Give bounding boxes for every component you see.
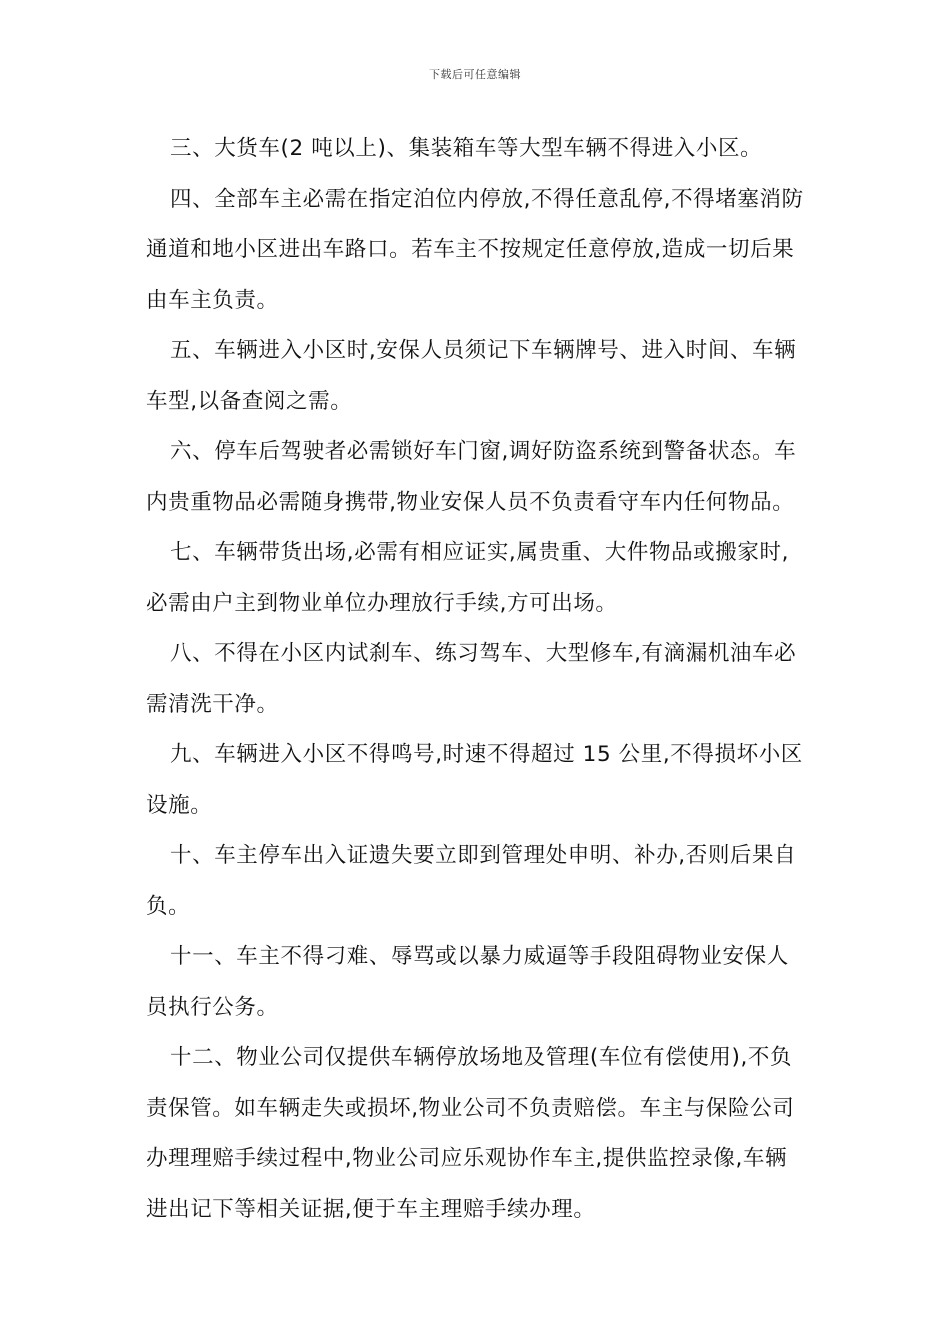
paragraph-line: 责保管。如车辆走失或损坏,物业公司不负责赔偿。车主与保险公司	[146, 1095, 795, 1121]
paragraph-line: 十一、车主不得刁难、辱骂或以暴力威逼等手段阻碍物业安保人	[170, 944, 789, 969]
paragraph-line: 九、车辆进入小区不得鸣号,时速不得超过 15 公里,不得损坏小区	[170, 742, 803, 767]
paragraph-line: 三、大货车(2 吨以上)、集装箱车等大型车辆不得进入小区。	[170, 136, 763, 161]
paragraph-line: 员执行公务。	[146, 994, 279, 1020]
paragraph-line: 必需由户主到物业单位办理放行手续,方可出场。	[146, 590, 618, 616]
paragraph-10	[146, 831, 810, 932]
paragraph-5	[146, 326, 810, 427]
document-body	[146, 124, 810, 1235]
paragraph-6	[146, 427, 810, 528]
paragraph-line: 十、车主停车出入证遗失要立即到管理处申明、补办,否则后果自	[170, 843, 797, 868]
paragraph-line: 通道和地小区进出车路口。若车主不按规定任意停放,造成一切后果	[146, 237, 795, 262]
paragraph-line: 五、车辆进入小区时,安保人员须记下车辆牌号、进入时间、车辆	[170, 338, 797, 363]
paragraph-line: 需清洗干净。	[146, 691, 279, 717]
paragraph-line: 四、全部车主必需在指定泊位内停放,不得任意乱停,不得堵塞消防	[170, 186, 804, 212]
paragraph-line: 六、停车后驾驶者必需锁好车门窗,调好防盗系统到警备状态。车	[170, 439, 797, 464]
paragraph-line: 车型,以备查阅之需。	[146, 388, 353, 414]
paragraph-4	[146, 175, 810, 327]
paragraph-3	[146, 124, 810, 175]
paragraph-line: 内贵重物品必需随身携带,物业安保人员不负责看守车内任何物品。	[146, 489, 795, 515]
paragraph-line: 设施。	[146, 792, 213, 818]
paragraph-12	[146, 1033, 810, 1235]
paragraph-line: 由车主负责。	[146, 287, 279, 313]
paragraph-9	[146, 730, 810, 831]
paragraph-line: 十二、物业公司仅提供车辆停放场地及管理(车位有偿使用),不负	[170, 1045, 793, 1070]
paragraph-line: 办理理赔手续过程中,物业公司应乐观协作车主,提供监控录像,车辆	[146, 1146, 788, 1171]
paragraph-8	[146, 629, 810, 730]
paragraph-line: 七、车辆带货出场,必需有相应证实,属贵重、大件物品或搬家时,	[170, 540, 790, 565]
page-header: 下载后可任意编辑	[429, 68, 521, 81]
paragraph-11	[146, 932, 810, 1033]
paragraph-line: 负。	[146, 893, 191, 919]
paragraph-7	[146, 528, 810, 629]
paragraph-line: 八、不得在小区内试刹车、练习驾车、大型修车,有滴漏机油车必	[170, 641, 797, 666]
paragraph-line: 进出记下等相关证据,便于车主理赔手续办理。	[146, 1196, 596, 1222]
